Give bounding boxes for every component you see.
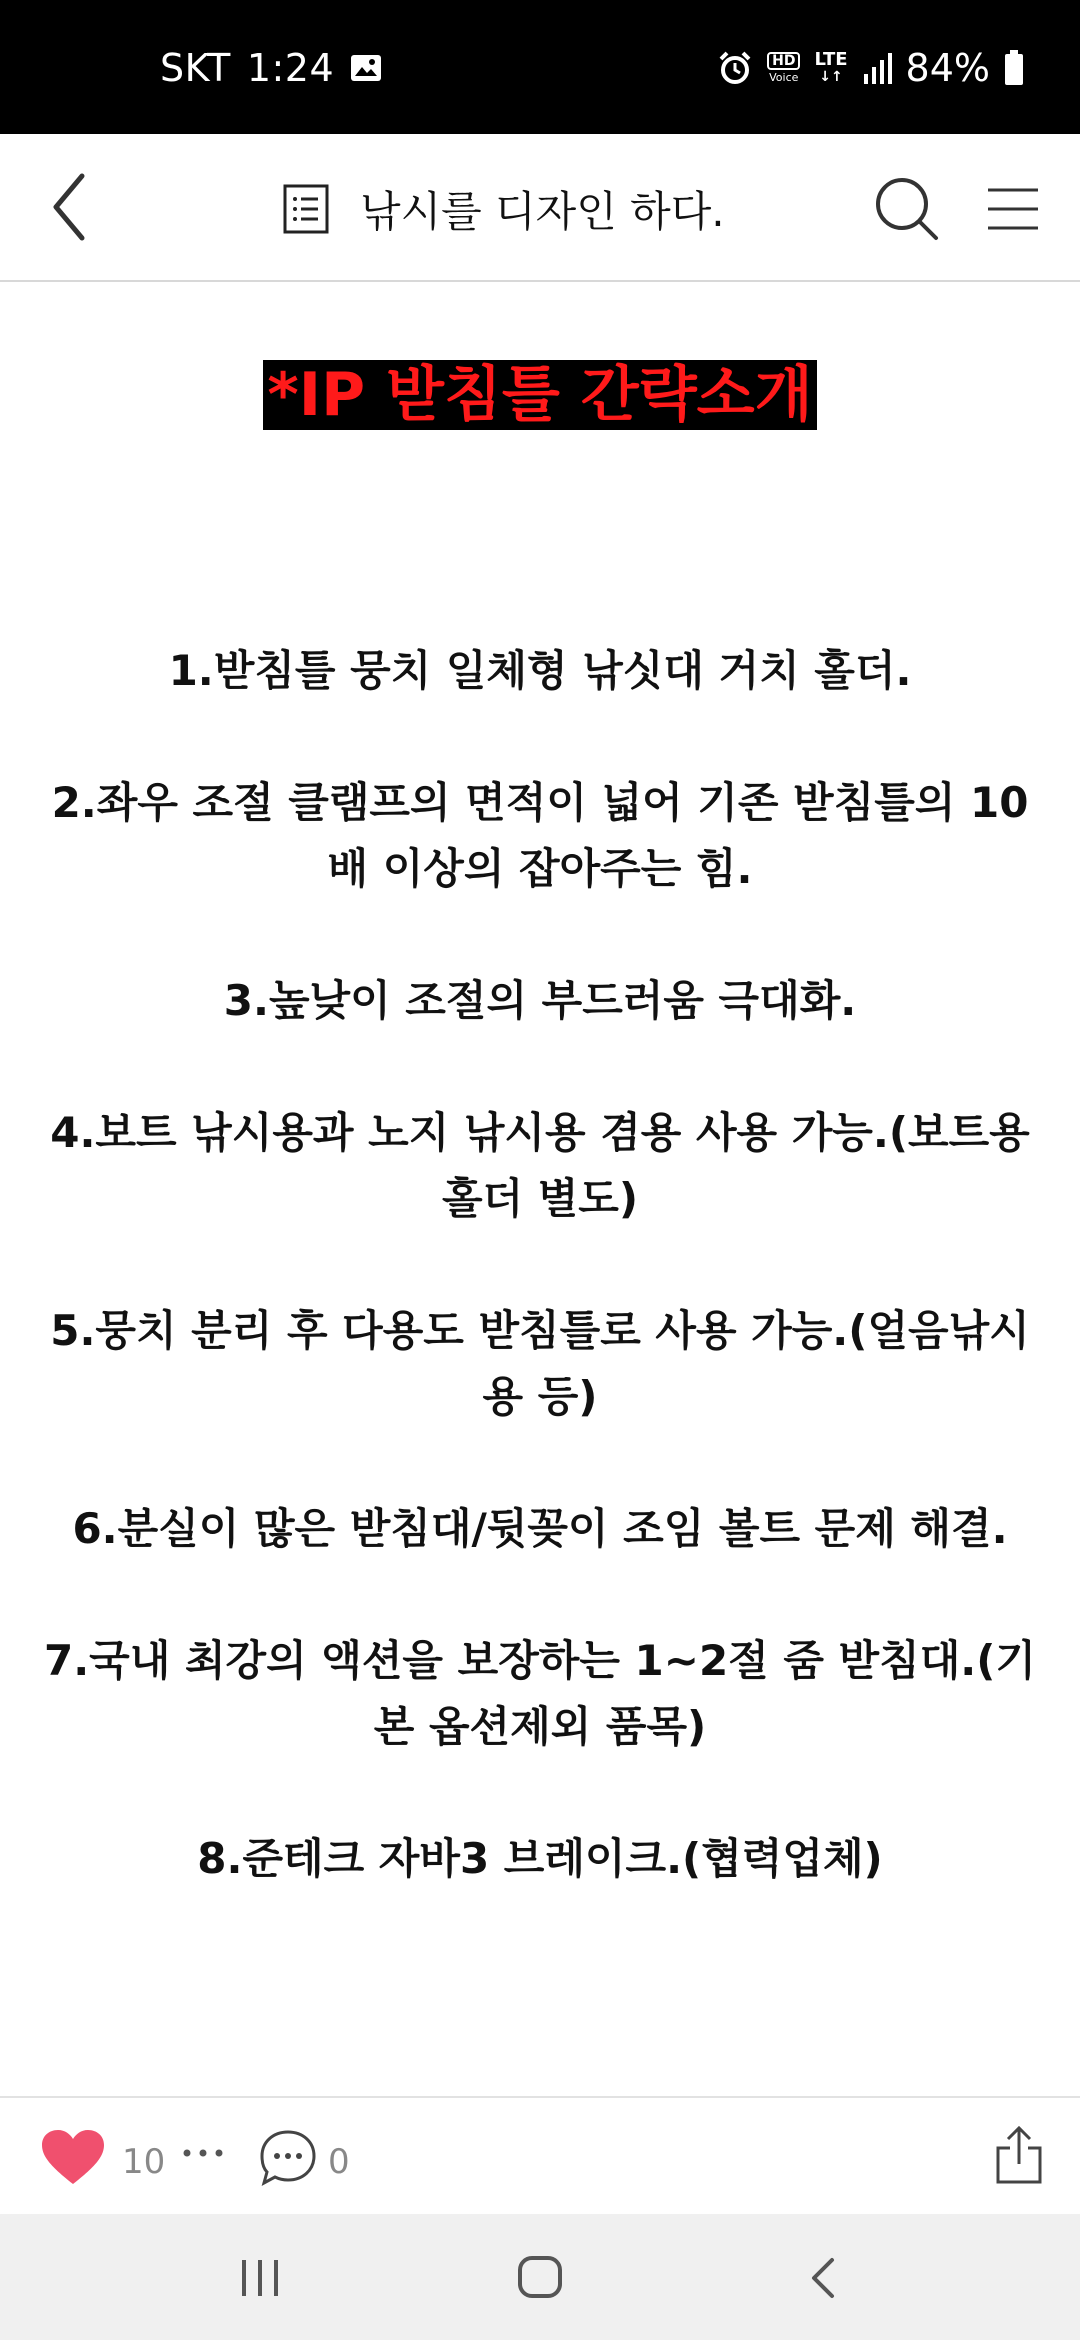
comment-count: 0 bbox=[328, 2142, 350, 2182]
list-item: 6.분실이 많은 받침대/뒷꽂이 조임 볼트 문제 해결. bbox=[72, 1504, 1008, 1553]
post-action-bar bbox=[0, 2096, 1080, 2216]
menu-icon[interactable] bbox=[980, 176, 1046, 242]
list-item: 2.좌우 조절 클램프의 면적이 넓어 기존 받침틀의 10배 이상의 잡아주는 힘. bbox=[51, 778, 1029, 893]
status-left bbox=[160, 44, 382, 92]
post-content bbox=[0, 282, 1080, 2094]
battery-icon bbox=[1004, 50, 1024, 86]
list-item: 3.높낮이 조절의 부드러움 극대화. bbox=[223, 976, 857, 1025]
signal-icon bbox=[862, 52, 892, 84]
clock: 1:24 bbox=[246, 46, 335, 90]
like-count: 10 bbox=[122, 2142, 166, 2182]
status-right bbox=[717, 44, 1024, 92]
battery-percent: 84% bbox=[905, 46, 990, 90]
top-app-bar bbox=[0, 134, 1080, 282]
document-icon bbox=[282, 183, 330, 235]
headline-row bbox=[0, 360, 1080, 430]
page-title: 낚시를 디자인 하다. bbox=[360, 187, 725, 236]
network-indicator: LTE ↓↑ bbox=[814, 48, 848, 85]
heart-icon[interactable] bbox=[40, 2128, 106, 2188]
back-arrow-icon[interactable] bbox=[40, 164, 120, 250]
title-area[interactable] bbox=[282, 174, 725, 244]
hd-voice-indicator bbox=[767, 52, 800, 85]
image-icon bbox=[350, 54, 382, 82]
carrier: SKT bbox=[160, 46, 231, 90]
hd-label: HD bbox=[767, 52, 800, 70]
list-item: 4.보트 낚시용과 노지 낚시용 겸용 사용 가능.(보트용 홀더 별도) bbox=[50, 1108, 1030, 1223]
more-icon[interactable] bbox=[178, 2138, 228, 2168]
search-icon[interactable] bbox=[872, 174, 942, 244]
share-icon[interactable] bbox=[994, 2124, 1044, 2186]
post-headline: *IP 받침틀 간략소개 bbox=[263, 360, 816, 430]
comment-icon[interactable] bbox=[258, 2128, 318, 2188]
network-label: LTE bbox=[814, 48, 848, 70]
alarm-icon bbox=[717, 50, 753, 86]
list-item: 1.받침틀 뭉치 일체형 낚싯대 거치 홀더. bbox=[168, 646, 912, 695]
recent-apps-icon[interactable] bbox=[236, 2256, 284, 2300]
status-bar bbox=[0, 0, 1080, 134]
voice-label: Voice bbox=[769, 70, 799, 84]
list-item: 5.뭉치 분리 후 다용도 받침틀로 사용 가능.(얼음낚시용 등) bbox=[50, 1306, 1030, 1421]
list-item: 8.준테크 자바3 브레이크.(협력업체) bbox=[197, 1834, 883, 1883]
back-icon[interactable] bbox=[806, 2256, 840, 2300]
home-icon[interactable] bbox=[516, 2254, 564, 2300]
system-nav-bar bbox=[0, 2214, 1080, 2340]
list-item: 7.국내 최강의 액션을 보장하는 1~2절 줌 받침대.(기본 옵션제외 품목) bbox=[44, 1636, 1036, 1751]
